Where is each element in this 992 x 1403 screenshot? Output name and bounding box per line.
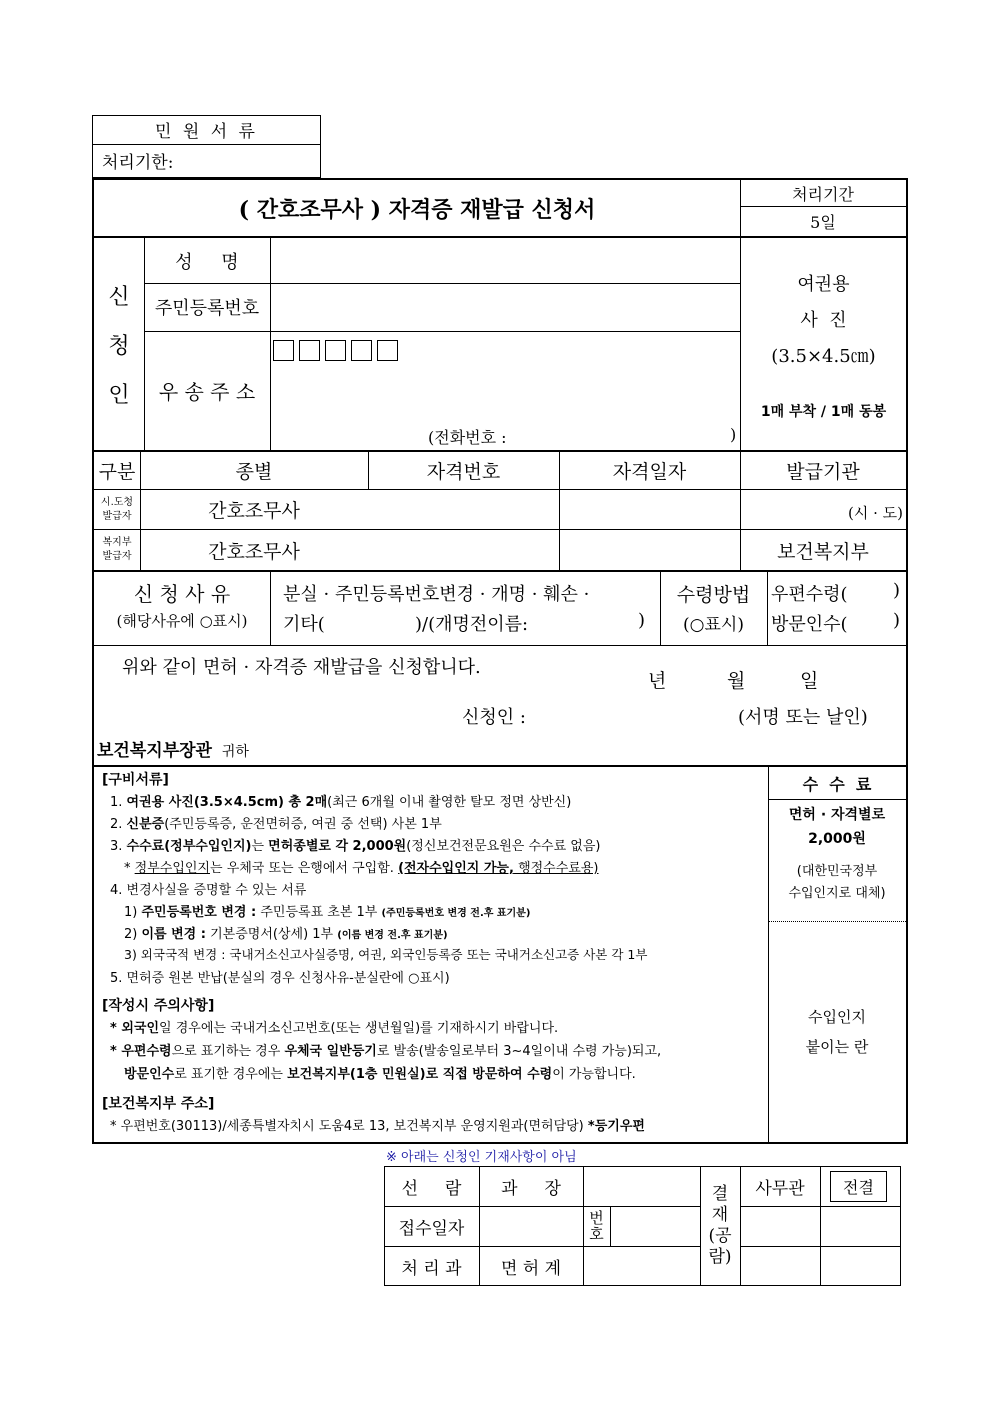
address-label: 우 송 주 소: [158, 380, 256, 404]
fee-amount: 2,000원: [808, 831, 866, 847]
fee-amount-line1: 면허 · 자격별로: [788, 807, 886, 823]
reason-label: 신 청 사 유: [133, 582, 231, 606]
processing-period-label: 처리기간: [792, 184, 854, 204]
license-number-field[interactable]: [369, 490, 558, 528]
reason-other-close: ): [638, 610, 646, 631]
applicant-side-label: 신 청 인: [108, 284, 130, 408]
reason-instruction: (해당사유에 ○표시): [116, 612, 248, 630]
row-issuer: (시 · 도): [848, 504, 903, 522]
row-category: 시.도청 발급자: [100, 496, 134, 522]
circulation-label: 선 람: [401, 1178, 462, 1199]
postal-box[interactable]: [273, 340, 294, 361]
requirement-item: 2. 신분증(주민등록증, 운전면허증, 여권 중 선택) 사본 1부: [110, 817, 442, 832]
approval-label: 결 재 (공 람): [708, 1183, 732, 1268]
processing-division-label: 처 리 과: [401, 1258, 462, 1279]
header-category: 구분: [98, 461, 136, 483]
form-title: ( 간호조무사 ) 자격증 재발급 신청서: [238, 196, 596, 223]
photo-line2: 사 진: [800, 310, 847, 331]
deadline-label: 처리기한:: [102, 153, 174, 173]
caution-item: * 외국인일 경우에는 국내거소신고번호(또는 생년월일)를 기재하시기 바랍니다.: [110, 1021, 559, 1036]
number-label: 번 호: [589, 1208, 604, 1243]
cautions-heading: [작성시 주의사항]: [102, 998, 215, 1014]
row-type: 간호조무사: [208, 500, 300, 522]
officer-label: 사무관: [755, 1178, 805, 1199]
rrn-field[interactable]: [271, 284, 739, 330]
requirements-heading: [구비서류]: [102, 772, 169, 788]
photo-line1: 여권용: [797, 274, 850, 295]
requirement-item: 4. 변경사실을 증명할 수 있는 서류: [110, 883, 307, 898]
receipt-method-label: 수령방법: [676, 584, 751, 606]
row-category: 복지부 발급자: [102, 537, 132, 562]
stamp-label-line2: 붙이는 란: [805, 1038, 869, 1056]
day-label: 일: [800, 670, 819, 692]
ministry-address: * 우편번호(30113)/세종특별자치시 도움4로 13, 보건복지부 운영지원과(면허담당) *등기우편: [110, 1119, 645, 1134]
name-label: 성 명: [175, 251, 239, 273]
fee-label: 수 수 료: [802, 774, 872, 794]
caution-item: * 우편수령으로 표기하는 경우 우체국 일반등기로 발송(발송일로부터 3~4일이내 수령 가능)되고,: [110, 1044, 662, 1059]
requirement-subitem: 1) 주민등록번호 변경 : 주민등록표 초본 1부 (주민등록번호 변경 전.후 표기분): [124, 905, 531, 920]
license-number-field[interactable]: [141, 530, 558, 569]
rrn-label: 주민등록번호: [154, 298, 260, 319]
photo-instruction: 1매 부착 / 1매 동봉: [760, 404, 887, 420]
instructions-area: [92, 767, 768, 1144]
requirement-item: 1. 여권용 사진(3.5×4.5cm) 총 2매(최근 6개월 이내 촬영한 탈모 정면 상반신): [110, 795, 572, 810]
receipt-mail-option[interactable]: 우편수령(: [771, 584, 848, 605]
requirement-subitem: 3) 외국국적 변경 : 국내거소신고사실증명, 여권, 외국인등록증 또는 국내거소신고증 사본 각 1부: [124, 947, 648, 962]
reason-former-name-label: )/(개명전이름:: [415, 614, 529, 635]
fee-note-line2: 수입인지로 대체): [788, 886, 886, 901]
name-field[interactable]: [271, 239, 739, 282]
postal-code-boxes[interactable]: [273, 340, 403, 364]
requirement-item: 5. 면허증 원본 반납(분실의 경우 신청사유-분실란에 ○표시): [110, 971, 450, 986]
signature-label: (서명 또는 날인): [738, 707, 868, 728]
receipt-method-instruction: (○표시): [683, 615, 744, 635]
revenue-stamp-area[interactable]: [769, 922, 906, 1142]
header-type: 종별: [235, 461, 273, 483]
requirement-subitem: 2) 이름 변경 : 기본증명서(상세) 1부 (이름 변경 전.후 표기분): [124, 927, 448, 942]
address-heading: [보건복지부 주소]: [102, 1096, 215, 1112]
receipt-close: ): [893, 580, 901, 601]
year-label: 년: [648, 670, 667, 692]
recipient: 보건복지부장관 귀하: [97, 741, 249, 761]
receipt-visit-option[interactable]: 방문인수(: [771, 614, 848, 635]
phone-label: (전화번호 :: [428, 428, 507, 447]
applicant-sign-label: 신청인 :: [462, 707, 526, 728]
row-type: 간호조무사: [208, 540, 300, 563]
phone-close: ): [730, 425, 737, 444]
requirement-item: 3. 수수료(정부수입인지)는 면허종별로 각 2,000원(정신보건전문요원은 수수료 없음): [110, 839, 601, 854]
header-license-number: 자격번호: [426, 461, 501, 483]
declaration-text: 위와 같이 면허 · 자격증 재발급을 신청합니다.: [122, 657, 481, 678]
receipt-date-label: 접수일자: [398, 1218, 465, 1239]
photo-area: [741, 238, 906, 450]
fee-note-line1: (대한민국정부: [796, 864, 878, 879]
photo-size: (3.5×4.5㎝): [771, 346, 876, 367]
postal-box[interactable]: [299, 340, 320, 361]
reason-options[interactable]: 분실 · 주민등록번호변경 · 개명 · 훼손 ·: [283, 584, 590, 605]
header-license-date: 자격일자: [612, 461, 687, 483]
caution-item: 방문인수로 표기한 경우에는 보건복지부(1층 민원실)로 직접 방문하여 수령이 가능합니다.: [124, 1067, 636, 1082]
reason-other-prefix: 기타(: [283, 614, 325, 635]
postal-box[interactable]: [325, 340, 346, 361]
license-team-label: 면 허 계: [500, 1258, 562, 1279]
division-head-label: 과 장: [501, 1178, 561, 1199]
license-date-field[interactable]: [560, 490, 739, 528]
receipt-close: ): [893, 610, 901, 631]
postal-box[interactable]: [351, 340, 372, 361]
month-label: 월: [727, 670, 746, 692]
postal-box[interactable]: [377, 340, 398, 361]
delegated-stamp: 전결: [830, 1171, 887, 1202]
requirement-note: * 정부수입인지는 우체국 또는 은행에서 구입함. (전자수입인지 가능, 행정수수료용): [124, 861, 599, 876]
stamp-label-line1: 수입인지: [808, 1008, 866, 1026]
document-type-label: 민 원 서 류: [155, 122, 258, 142]
processing-period-value: 5일: [810, 212, 836, 232]
header-issuer: 발급기관: [786, 461, 860, 483]
row-issuer: 보건복지부: [777, 540, 869, 563]
office-use-note: ※ 아래는 신청인 기재사항이 아님: [386, 1150, 577, 1165]
